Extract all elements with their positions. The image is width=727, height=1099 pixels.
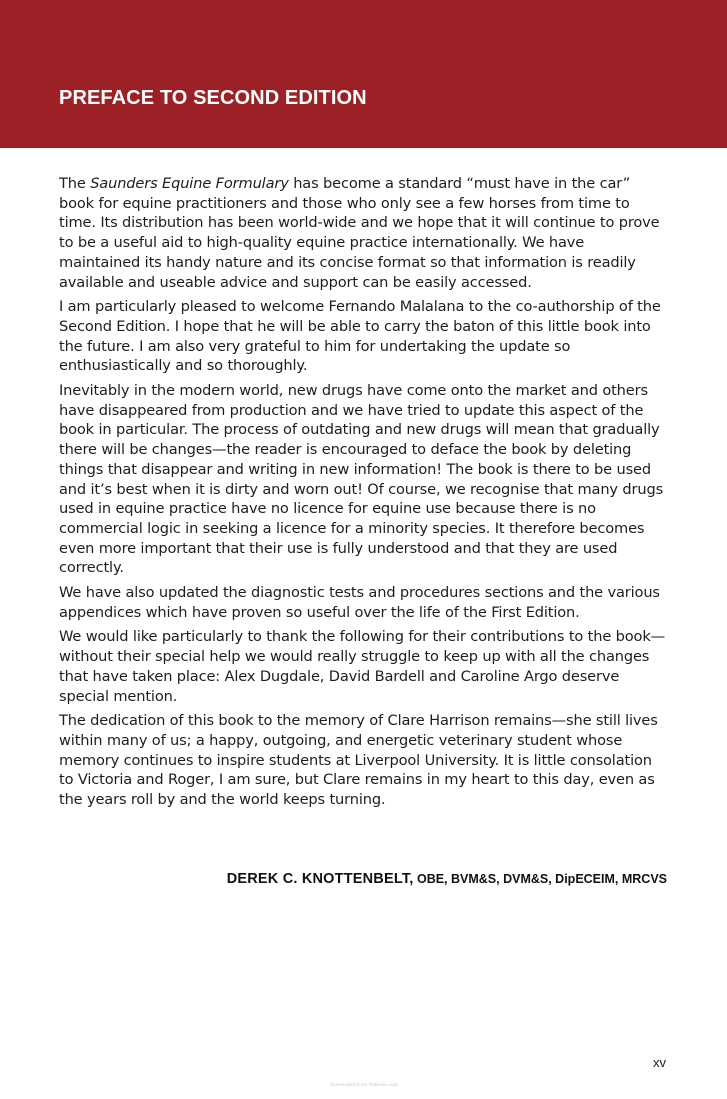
paragraph-1 xyxy=(59,174,669,292)
paragraph-2: I am particularly pleased to welcome Fernando Malalana to the co-authorship of the Second Edition. I hope that he will be able to carry the baton of this little book into the future. I am also very grateful to him for undertaking the update so enthusiastically and so thoroughly. xyxy=(59,298,661,375)
author-name: DEREK C. KNOTTENBELT, xyxy=(226,871,414,887)
paragraph-4: We have also updated the diagnostic tests and procedures sections and the various appendices which have proven so useful over the life of the First Edition. xyxy=(59,584,660,621)
watermark: Downloaded From VetBooks.com xyxy=(329,1083,398,1088)
paragraph-1-lead: The xyxy=(59,175,91,192)
author-qualifications: OBE, BVM&S, DVM&S, DipECEIM, MRCVS xyxy=(413,872,667,886)
author-signature xyxy=(227,870,667,888)
paragraph-3: Inevitably in the modern world, new drugs have come onto the market and others have disappeared from production and we have tried to update this aspect of the book in particular. The process of outdating and new drugs will mean that gradually there will be changes—the reader is encouraged to deface the book by deleting things that disappear and writing in new information! The book is there to be used and it’s best when it is dirty and worn out! Of course, we recognise that many drugs used in equine practice have no licence for equine use because there is no commercial logic in seeking a licence for a minority species. It therefore becomes even more important that their use is fully understood and that they are used correctly. xyxy=(59,382,664,577)
paragraph-5: We would like particularly to thank the following for their contributions to the book—without their special help we would really struggle to keep up with all the changes that have taken place: Alex Dugdale, David Bardell and Caroline Argo deserve special mention. xyxy=(59,628,666,705)
paragraph-6: The dedication of this book to the memory of Clare Harrison remains—she still lives within many of us; a happy, outgoing, and energetic veterinary student whose memory continues to inspire students at Liverpool University. It is little consolation to Victoria and Roger, I am sure, but Clare remains in my heart to this day, even as the years roll by and the world keeps turning. xyxy=(59,712,658,809)
paragraph-1-rest: has become a standard “must have in the car” book for equine practitioners and those who only see a few horses from time to time. Its distribution has been world-wide and we hope that it will continue to prove to be a useful aid to high-quality equine practice internationally. We have maintained its handy nature and its concise format so that information is readily available and useable advice and support can be easily accessed. xyxy=(59,175,660,291)
header-band xyxy=(0,0,727,148)
book-title-italic: Saunders Equine Formulary xyxy=(90,175,289,192)
preface-body xyxy=(59,174,669,815)
page-number: xv xyxy=(653,1055,666,1070)
page-title: PREFACE TO SECOND EDITION xyxy=(59,87,367,109)
